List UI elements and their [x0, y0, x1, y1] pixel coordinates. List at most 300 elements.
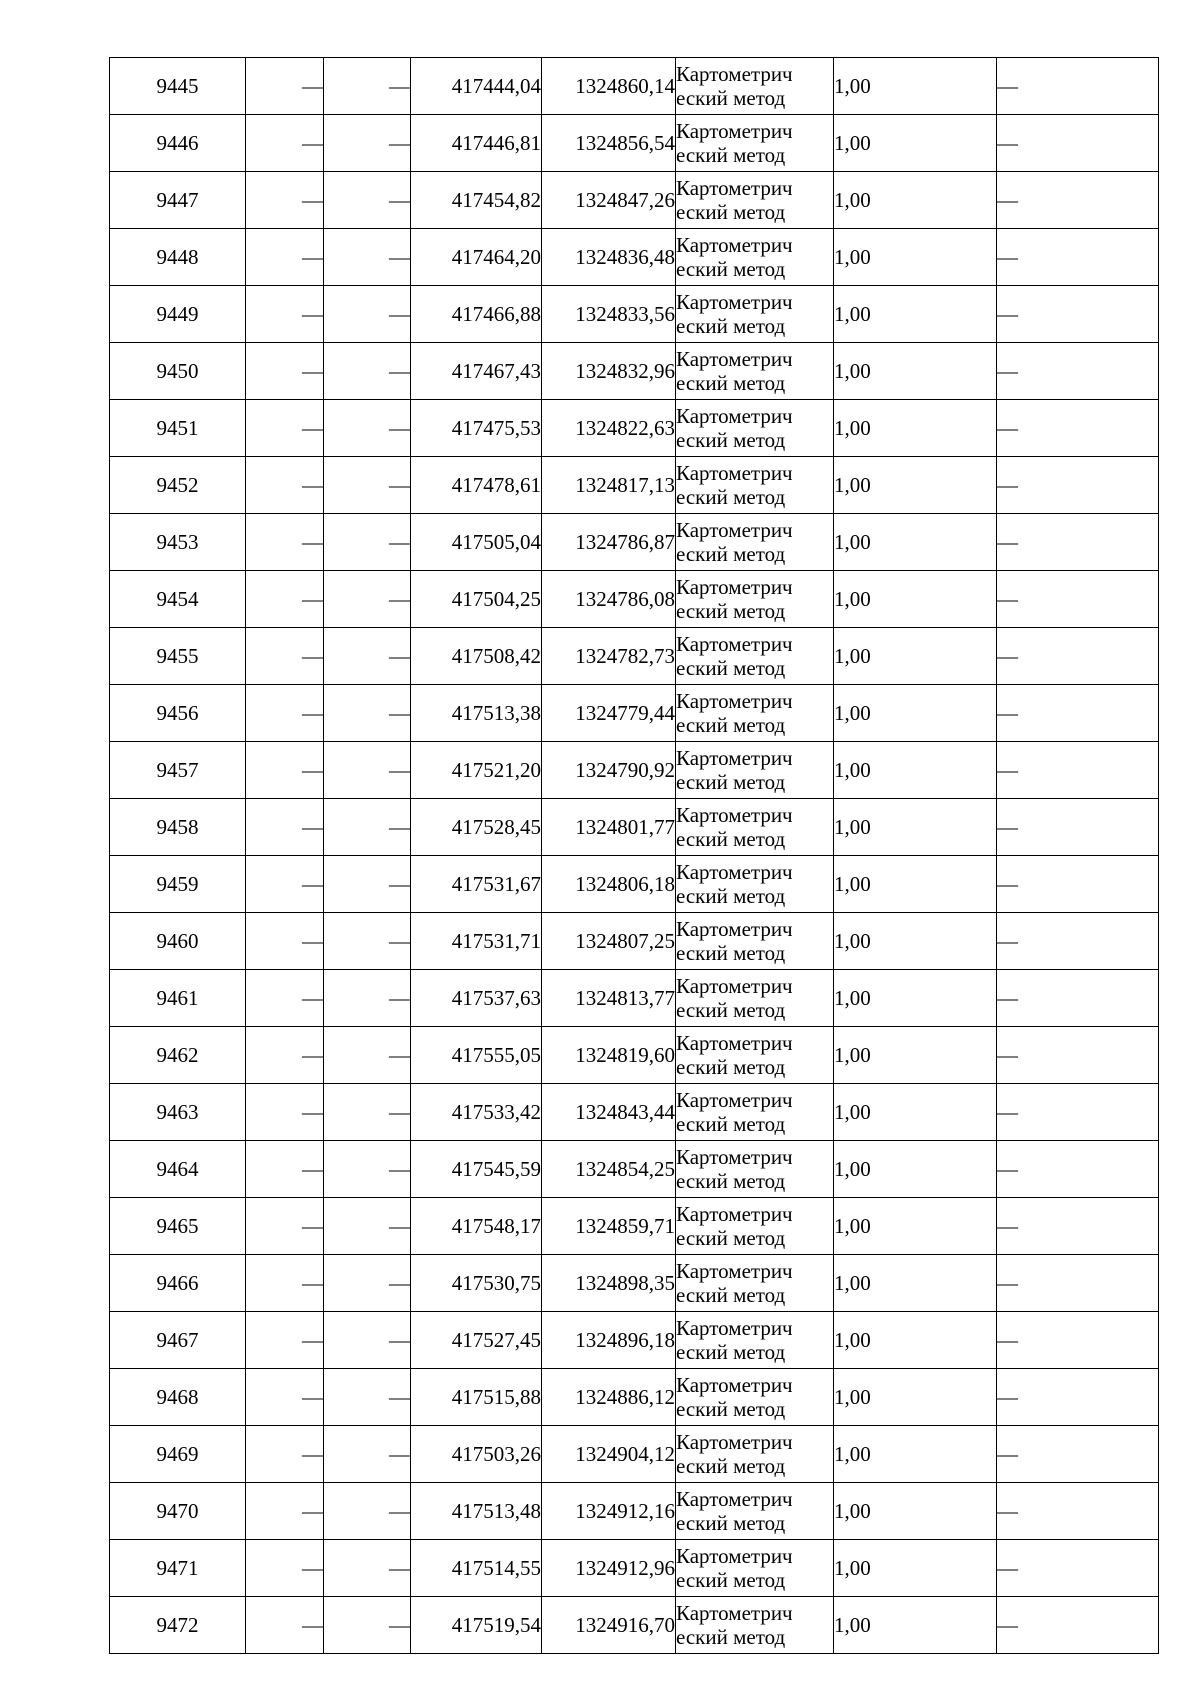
empty-value-cell [246, 1141, 324, 1198]
accuracy-cell: 1,00 [834, 58, 997, 115]
accuracy-cell: 1,00 [834, 400, 997, 457]
dash-mark: — [997, 1213, 1018, 1238]
accuracy-cell: 1,00 [834, 343, 997, 400]
dash-mark: — [389, 1327, 410, 1352]
x-coordinate-cell: 417513,38 [411, 685, 542, 742]
dash-mark: — [302, 73, 323, 98]
method-text-line-2: еский метод [676, 257, 786, 281]
dash-mark: — [302, 1213, 323, 1238]
empty-value-cell [324, 1597, 411, 1654]
x-coordinate-cell: 417475,53 [411, 400, 542, 457]
table-row [110, 400, 1159, 457]
empty-value-cell [997, 742, 1159, 799]
dash-mark: — [997, 814, 1018, 839]
method-cell [676, 457, 834, 514]
dash-mark: — [389, 187, 410, 212]
empty-value-cell [324, 1369, 411, 1426]
dash-mark: — [389, 1156, 410, 1181]
empty-value-cell [997, 514, 1159, 571]
dash-mark: — [997, 358, 1018, 383]
method-text-line-1: Картометрич [676, 1201, 793, 1226]
dash-mark: — [302, 757, 323, 782]
method-cell [676, 628, 834, 685]
dash-mark: — [997, 1612, 1018, 1637]
dash-mark: — [389, 1270, 410, 1295]
empty-value-cell [997, 856, 1159, 913]
accuracy-cell: 1,00 [834, 856, 997, 913]
empty-value-cell [246, 1597, 324, 1654]
method-text-line-2: еский метод [676, 1112, 786, 1136]
dash-mark: — [302, 871, 323, 896]
table-row [110, 1141, 1159, 1198]
method-cell [676, 1141, 834, 1198]
y-coordinate-cell: 1324898,35 [542, 1255, 676, 1312]
x-coordinate-cell: 417446,81 [411, 115, 542, 172]
method-cell [676, 1084, 834, 1141]
method-cell [676, 1027, 834, 1084]
dash-mark: — [389, 871, 410, 896]
empty-value-cell [324, 970, 411, 1027]
y-coordinate-cell: 1324886,12 [542, 1369, 676, 1426]
accuracy-cell: 1,00 [834, 571, 997, 628]
x-coordinate-cell: 417527,45 [411, 1312, 542, 1369]
empty-value-cell [246, 628, 324, 685]
x-coordinate-cell: 417508,42 [411, 628, 542, 685]
point-number-cell: 9464 [110, 1141, 246, 1198]
dash-mark: — [389, 73, 410, 98]
dash-mark: — [302, 1441, 323, 1466]
method-cell [676, 229, 834, 286]
y-coordinate-cell: 1324832,96 [542, 343, 676, 400]
accuracy-cell: 1,00 [834, 1084, 997, 1141]
y-coordinate-cell: 1324819,60 [542, 1027, 676, 1084]
accuracy-cell: 1,00 [834, 685, 997, 742]
empty-value-cell [246, 571, 324, 628]
dash-mark: — [302, 244, 323, 269]
method-text-line-2: еский метод [676, 1454, 786, 1478]
method-text-line-1: Картометрич [676, 403, 793, 428]
method-text-line-1: Картометрич [676, 517, 793, 542]
method-text-line-1: Картометрич [676, 745, 793, 770]
method-text-line-2: еский метод [676, 941, 786, 965]
accuracy-cell: 1,00 [834, 1141, 997, 1198]
method-cell [676, 742, 834, 799]
dash-mark: — [389, 1555, 410, 1580]
table-row [110, 1027, 1159, 1084]
empty-value-cell [324, 742, 411, 799]
method-cell [676, 799, 834, 856]
table-row [110, 58, 1159, 115]
method-cell [676, 1255, 834, 1312]
method-cell [676, 685, 834, 742]
point-number-cell: 9465 [110, 1198, 246, 1255]
empty-value-cell [997, 628, 1159, 685]
accuracy-cell: 1,00 [834, 457, 997, 514]
dash-mark: — [997, 700, 1018, 725]
x-coordinate-cell: 417530,75 [411, 1255, 542, 1312]
empty-value-cell [997, 400, 1159, 457]
dash-mark: — [302, 1099, 323, 1124]
empty-value-cell [324, 685, 411, 742]
method-text-line-2: еский метод [676, 1283, 786, 1307]
y-coordinate-cell: 1324860,14 [542, 58, 676, 115]
point-number-cell: 9451 [110, 400, 246, 457]
method-cell [676, 286, 834, 343]
method-text-line-2: еский метод [676, 656, 786, 680]
method-cell [676, 514, 834, 571]
y-coordinate-cell: 1324916,70 [542, 1597, 676, 1654]
empty-value-cell [997, 343, 1159, 400]
empty-value-cell [997, 1426, 1159, 1483]
method-text-line-2: еский метод [676, 1226, 786, 1250]
method-text-line-2: еский метод [676, 827, 786, 851]
dash-mark: — [302, 415, 323, 440]
empty-value-cell [324, 856, 411, 913]
dash-mark: — [389, 1384, 410, 1409]
dash-mark: — [302, 928, 323, 953]
dash-mark: — [302, 1498, 323, 1523]
point-number-cell: 9470 [110, 1483, 246, 1540]
dash-mark: — [997, 1441, 1018, 1466]
x-coordinate-cell: 417513,48 [411, 1483, 542, 1540]
y-coordinate-cell: 1324896,18 [542, 1312, 676, 1369]
accuracy-cell: 1,00 [834, 1198, 997, 1255]
y-coordinate-cell: 1324801,77 [542, 799, 676, 856]
x-coordinate-cell: 417467,43 [411, 343, 542, 400]
accuracy-cell: 1,00 [834, 1312, 997, 1369]
empty-value-cell [246, 913, 324, 970]
method-text-line-1: Картометрич [676, 688, 793, 713]
dash-mark: — [997, 643, 1018, 668]
table-row [110, 970, 1159, 1027]
method-text-line-1: Картометрич [676, 1600, 793, 1625]
table-row [110, 1483, 1159, 1540]
method-cell [676, 571, 834, 628]
point-number-cell: 9462 [110, 1027, 246, 1084]
y-coordinate-cell: 1324836,48 [542, 229, 676, 286]
accuracy-cell: 1,00 [834, 1027, 997, 1084]
empty-value-cell [997, 571, 1159, 628]
table-row [110, 1084, 1159, 1141]
table-row [110, 856, 1159, 913]
method-text-line-2: еский метод [676, 485, 786, 509]
method-text-line-2: еский метод [676, 1397, 786, 1421]
dash-mark: — [389, 586, 410, 611]
dash-mark: — [997, 1270, 1018, 1295]
empty-value-cell [324, 1027, 411, 1084]
empty-value-cell [246, 1426, 324, 1483]
empty-value-cell [324, 628, 411, 685]
dash-mark: — [302, 985, 323, 1010]
dash-mark: — [997, 187, 1018, 212]
empty-value-cell [246, 1369, 324, 1426]
empty-value-cell [997, 457, 1159, 514]
x-coordinate-cell: 417478,61 [411, 457, 542, 514]
table-row [110, 172, 1159, 229]
x-coordinate-cell: 417531,71 [411, 913, 542, 970]
x-coordinate-cell: 417464,20 [411, 229, 542, 286]
method-text-line-2: еский метод [676, 1625, 786, 1649]
dash-mark: — [997, 1555, 1018, 1580]
dash-mark: — [389, 130, 410, 155]
point-number-cell: 9468 [110, 1369, 246, 1426]
dash-mark: — [389, 700, 410, 725]
empty-value-cell [246, 1312, 324, 1369]
y-coordinate-cell: 1324843,44 [542, 1084, 676, 1141]
method-text-line-2: еский метод [676, 1055, 786, 1079]
empty-value-cell [246, 115, 324, 172]
dash-mark: — [997, 1498, 1018, 1523]
y-coordinate-cell: 1324786,08 [542, 571, 676, 628]
empty-value-cell [997, 1084, 1159, 1141]
method-text-line-2: еский метод [676, 86, 786, 110]
x-coordinate-cell: 417444,04 [411, 58, 542, 115]
empty-value-cell [997, 1597, 1159, 1654]
method-text-line-2: еский метод [676, 713, 786, 737]
empty-value-cell [324, 1141, 411, 1198]
empty-value-cell [324, 400, 411, 457]
x-coordinate-cell: 417454,82 [411, 172, 542, 229]
empty-value-cell [324, 1084, 411, 1141]
empty-value-cell [246, 1255, 324, 1312]
empty-value-cell [997, 58, 1159, 115]
method-text-line-1: Картометрич [676, 1372, 793, 1397]
y-coordinate-cell: 1324786,87 [542, 514, 676, 571]
method-cell [676, 1483, 834, 1540]
dash-mark: — [997, 586, 1018, 611]
empty-value-cell [997, 913, 1159, 970]
method-text-line-2: еский метод [676, 428, 786, 452]
table-row [110, 799, 1159, 856]
empty-value-cell [246, 514, 324, 571]
method-text-line-1: Картометрич [676, 61, 793, 86]
point-number-cell: 9461 [110, 970, 246, 1027]
method-cell [676, 1369, 834, 1426]
method-text-line-1: Картометрич [676, 1543, 793, 1568]
empty-value-cell [997, 1027, 1159, 1084]
dash-mark: — [997, 1327, 1018, 1352]
table-row [110, 229, 1159, 286]
table-body [110, 58, 1159, 1654]
empty-value-cell [246, 457, 324, 514]
y-coordinate-cell: 1324779,44 [542, 685, 676, 742]
dash-mark: — [997, 928, 1018, 953]
point-number-cell: 9446 [110, 115, 246, 172]
empty-value-cell [997, 172, 1159, 229]
method-cell [676, 913, 834, 970]
dash-mark: — [997, 1384, 1018, 1409]
dash-mark: — [389, 985, 410, 1010]
empty-value-cell [246, 856, 324, 913]
method-cell [676, 400, 834, 457]
method-text-line-1: Картометрич [676, 118, 793, 143]
point-number-cell: 9455 [110, 628, 246, 685]
method-cell [676, 856, 834, 913]
empty-value-cell [246, 970, 324, 1027]
point-number-cell: 9460 [110, 913, 246, 970]
x-coordinate-cell: 417519,54 [411, 1597, 542, 1654]
table-row [110, 571, 1159, 628]
method-text-line-2: еский метод [676, 884, 786, 908]
dash-mark: — [997, 1042, 1018, 1067]
y-coordinate-cell: 1324790,92 [542, 742, 676, 799]
dash-mark: — [302, 301, 323, 326]
y-coordinate-cell: 1324904,12 [542, 1426, 676, 1483]
point-number-cell: 9458 [110, 799, 246, 856]
y-coordinate-cell: 1324817,13 [542, 457, 676, 514]
dash-mark: — [997, 1099, 1018, 1124]
y-coordinate-cell: 1324813,77 [542, 970, 676, 1027]
dash-mark: — [997, 472, 1018, 497]
method-text-line-2: еский метод [676, 1340, 786, 1364]
y-coordinate-cell: 1324912,96 [542, 1540, 676, 1597]
dash-mark: — [997, 529, 1018, 554]
accuracy-cell: 1,00 [834, 1255, 997, 1312]
y-coordinate-cell: 1324807,25 [542, 913, 676, 970]
point-number-cell: 9447 [110, 172, 246, 229]
method-text-line-1: Картометрич [676, 631, 793, 656]
y-coordinate-cell: 1324782,73 [542, 628, 676, 685]
point-number-cell: 9467 [110, 1312, 246, 1369]
method-text-line-1: Картометрич [676, 574, 793, 599]
dash-mark: — [997, 415, 1018, 440]
method-text-line-1: Картометрич [676, 1258, 793, 1283]
method-cell [676, 172, 834, 229]
x-coordinate-cell: 417466,88 [411, 286, 542, 343]
dash-mark: — [302, 700, 323, 725]
dash-mark: — [389, 472, 410, 497]
table-row [110, 457, 1159, 514]
dash-mark: — [997, 73, 1018, 98]
table-row [110, 628, 1159, 685]
dash-mark: — [302, 130, 323, 155]
method-cell [676, 58, 834, 115]
method-cell [676, 1198, 834, 1255]
method-text-line-2: еский метод [676, 143, 786, 167]
dash-mark: — [302, 1555, 323, 1580]
empty-value-cell [324, 1483, 411, 1540]
point-number-cell: 9466 [110, 1255, 246, 1312]
dash-mark: — [389, 1612, 410, 1637]
dash-mark: — [302, 358, 323, 383]
accuracy-cell: 1,00 [834, 1540, 997, 1597]
point-number-cell: 9456 [110, 685, 246, 742]
y-coordinate-cell: 1324847,26 [542, 172, 676, 229]
empty-value-cell [997, 799, 1159, 856]
empty-value-cell [324, 1426, 411, 1483]
empty-value-cell [997, 1255, 1159, 1312]
x-coordinate-cell: 417533,42 [411, 1084, 542, 1141]
dash-mark: — [302, 187, 323, 212]
empty-value-cell [324, 913, 411, 970]
point-number-cell: 9463 [110, 1084, 246, 1141]
accuracy-cell: 1,00 [834, 514, 997, 571]
method-cell [676, 1312, 834, 1369]
accuracy-cell: 1,00 [834, 1597, 997, 1654]
dash-mark: — [389, 244, 410, 269]
empty-value-cell [324, 343, 411, 400]
dash-mark: — [389, 1042, 410, 1067]
dash-mark: — [389, 358, 410, 383]
method-text-line-2: еский метод [676, 1169, 786, 1193]
table-row [110, 685, 1159, 742]
method-text-line-1: Картометрич [676, 1429, 793, 1454]
method-text-line-1: Картометрич [676, 916, 793, 941]
method-text-line-1: Картометрич [676, 175, 793, 200]
empty-value-cell [997, 1369, 1159, 1426]
empty-value-cell [246, 286, 324, 343]
table-row [110, 1198, 1159, 1255]
dash-mark: — [302, 1327, 323, 1352]
empty-value-cell [246, 742, 324, 799]
x-coordinate-cell: 417555,05 [411, 1027, 542, 1084]
method-text-line-2: еский метод [676, 1568, 786, 1592]
x-coordinate-cell: 417515,88 [411, 1369, 542, 1426]
dash-mark: — [997, 130, 1018, 155]
point-number-cell: 9459 [110, 856, 246, 913]
dash-mark: — [389, 415, 410, 440]
method-text-line-2: еский метод [676, 542, 786, 566]
dash-mark: — [389, 814, 410, 839]
point-number-cell: 9450 [110, 343, 246, 400]
x-coordinate-cell: 417545,59 [411, 1141, 542, 1198]
x-coordinate-cell: 417548,17 [411, 1198, 542, 1255]
dash-mark: — [389, 301, 410, 326]
y-coordinate-cell: 1324822,63 [542, 400, 676, 457]
empty-value-cell [324, 799, 411, 856]
empty-value-cell [246, 1483, 324, 1540]
dash-mark: — [997, 757, 1018, 782]
dash-mark: — [389, 1213, 410, 1238]
x-coordinate-cell: 417531,67 [411, 856, 542, 913]
empty-value-cell [997, 1141, 1159, 1198]
accuracy-cell: 1,00 [834, 115, 997, 172]
empty-value-cell [997, 1198, 1159, 1255]
y-coordinate-cell: 1324854,25 [542, 1141, 676, 1198]
dash-mark: — [997, 871, 1018, 896]
empty-value-cell [246, 58, 324, 115]
method-text-line-1: Картометрич [676, 1315, 793, 1340]
accuracy-cell: 1,00 [834, 172, 997, 229]
method-text-line-1: Картометрич [676, 1087, 793, 1112]
method-text-line-2: еский метод [676, 1511, 786, 1535]
empty-value-cell [246, 1198, 324, 1255]
dash-mark: — [302, 1270, 323, 1295]
point-number-cell: 9472 [110, 1597, 246, 1654]
method-cell [676, 970, 834, 1027]
empty-value-cell [997, 685, 1159, 742]
point-number-cell: 9469 [110, 1426, 246, 1483]
dash-mark: — [302, 1384, 323, 1409]
method-cell [676, 1426, 834, 1483]
empty-value-cell [246, 1540, 324, 1597]
empty-value-cell [324, 58, 411, 115]
dash-mark: — [302, 1612, 323, 1637]
empty-value-cell [246, 1027, 324, 1084]
table-row [110, 742, 1159, 799]
method-text-line-2: еский метод [676, 998, 786, 1022]
dash-mark: — [389, 529, 410, 554]
table-row [110, 286, 1159, 343]
dash-mark: — [302, 472, 323, 497]
x-coordinate-cell: 417521,20 [411, 742, 542, 799]
method-text-line-1: Картометрич [676, 460, 793, 485]
accuracy-cell: 1,00 [834, 970, 997, 1027]
method-text-line-1: Картометрич [676, 973, 793, 998]
method-cell [676, 115, 834, 172]
method-text-line-2: еский метод [676, 770, 786, 794]
accuracy-cell: 1,00 [834, 229, 997, 286]
